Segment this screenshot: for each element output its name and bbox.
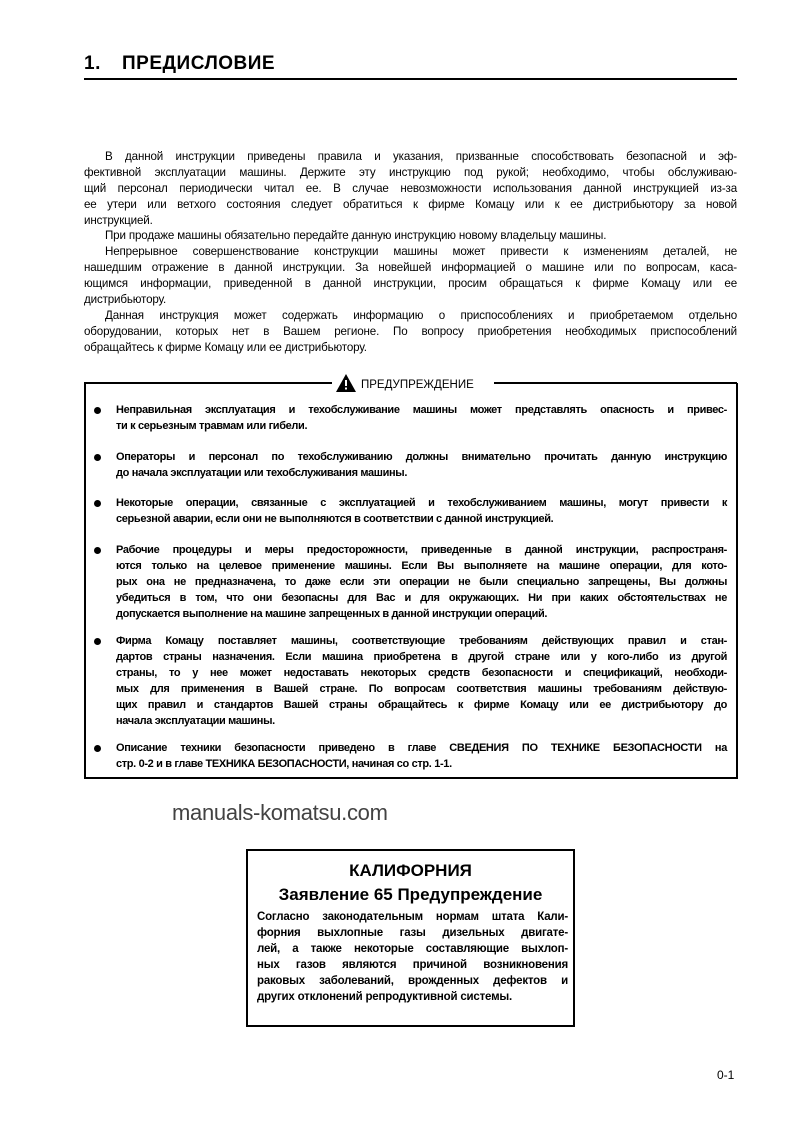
warning-line: Некоторые операции, связанные с эксплуатацией и техобслуживанием машины, могут привести к xyxy=(116,497,727,509)
warning-line: допускается выполнение на машине запрещенных в данной инструкции операций. xyxy=(116,608,548,620)
warning-line: щих правил и стандартов Вашей страны обращайтесь к фирме Комацу или ее дистрибьютору до xyxy=(116,699,727,711)
text-line: При продаже машины обязательно передайте данную инструкцию новому владельцу машины. xyxy=(105,229,607,242)
page-title xyxy=(84,53,275,75)
warning-line: ются только на целевое применение машины. Если Вы выполняете на машине операции, для кото- xyxy=(116,560,727,572)
warning-line: Фирма Комацу поставляет машины, соответствующие требованиям действующих правил и стан- xyxy=(116,635,727,647)
california-line: других отклонений репродуктивной системы. xyxy=(257,991,513,1003)
text-line: Данная инструкция может содержать информацию о приспособлениях и приобретаемом отдельно xyxy=(105,309,737,322)
warning-line: рых она не предназначена, то даже если эти операции не были специально запрещены, Вы должны xyxy=(116,576,727,588)
warning-line: Рабочие процедуры и меры предосторожности, приведенные в данной инструкции, распространя- xyxy=(116,544,727,556)
bullet-icon xyxy=(94,547,101,554)
warning-header xyxy=(336,374,474,395)
california-title: КАЛИФОРНИЯ xyxy=(349,861,472,880)
california-line: Согласно законодательным нормам штата Кали- xyxy=(257,911,568,923)
warning-border xyxy=(84,382,332,384)
bullet-icon xyxy=(94,407,101,414)
section-number: 1. xyxy=(84,53,101,74)
section-title: ПРЕДИСЛОВИЕ xyxy=(122,53,276,74)
california-subtitle: Заявление 65 Предупреждение xyxy=(278,885,543,904)
warning-triangle-icon xyxy=(336,374,356,395)
warning-line: Неправильная эксплуатация и техобслуживание машины может представлять опасность и привес- xyxy=(116,404,727,416)
california-line: лей, а также некоторые составляющие выхлоп- xyxy=(257,943,568,955)
text-line: дистрибьютору. xyxy=(84,293,167,306)
california-line: форния выхлопные газы дизельных двигате- xyxy=(257,927,568,939)
text-line: ющимся информации, приведенной в данной инструкции, просим обращаться к фирме Комацу или ее xyxy=(84,277,737,290)
text-line: щий персонал периодически читал ее. В случае невозможности использования данной инструкцией из-за xyxy=(84,182,737,195)
warning-line: мых для применения в Вашей стране. По вопросам соответствия машины требованиям действую- xyxy=(116,683,727,695)
warning-line: дартов страны назначения. Если машина приобретена в другой стране или у кого-либо из другой xyxy=(116,651,727,663)
text-line: В данной инструкции приведены правила и указания, призванные способствовать безопасной и эф- xyxy=(105,150,737,163)
warning-line: убедиться в том, что они безопасны для Вас и для окружающих. Ни при каких обстоятельствах не xyxy=(116,592,727,604)
page-number: 0-1 xyxy=(717,1068,735,1082)
title-rule xyxy=(84,78,737,80)
bullet-icon xyxy=(94,745,101,752)
warning-label: ПРЕДУПРЕЖДЕНИЕ xyxy=(361,378,474,391)
text-line: оборудовании, которых нет в Вашем регионе. По вопросу приобретения необходимых приспособлений xyxy=(84,325,737,338)
warning-line: страны, то у нее может недоставать некоторых средств безопасности и спецификаций, необходи- xyxy=(116,667,727,679)
bullet-icon xyxy=(94,638,101,645)
bullet-icon xyxy=(94,500,101,507)
california-line: ных газов являются причиной возникновения xyxy=(257,959,568,971)
warning-border xyxy=(494,382,737,384)
warning-line: стр. 0-2 и в главе ТЕХНИКА БЕЗОПАСНОСТИ, начиная со стр. 1-1. xyxy=(116,758,452,770)
warning-line: начала эксплуатации машины. xyxy=(116,715,275,727)
warning-line: серьезной аварии, если они не выполняются в соответствии с данной инструкцией. xyxy=(116,513,554,525)
text-line: обращайтесь к фирме Комацу или ее дистрибьютору. xyxy=(84,341,367,354)
text-line: инструкцией. xyxy=(84,214,153,227)
warning-line: до начала эксплуатации или техобслуживания машины. xyxy=(116,467,408,479)
bullet-icon xyxy=(94,454,101,461)
text-line: фективной эксплуатации машины. Держите эту инструкцию под рукой; необходимо, чтобы обслуживаю- xyxy=(84,166,737,179)
watermark: manuals-komatsu.com xyxy=(172,800,388,825)
text-line: Непрерывное совершенствование конструкции машины может привести к изменениям деталей, не xyxy=(105,245,737,258)
text-line: нашедшим отражение в данной инструкции. За новейшей информацией о машине или по вопросам, каса- xyxy=(84,261,737,274)
warning-line: ти к серьезным травмам или гибели. xyxy=(116,420,308,432)
warning-line: Операторы и персонал по техобслуживанию должны внимательно прочитать данную инструкцию xyxy=(116,451,727,463)
text-line: ее утери или ветхого состояния следует обратиться к фирме Комацу или к ее дистрибьютору за новой xyxy=(84,198,737,211)
california-line: раковых заболеваний, врожденных дефектов и xyxy=(257,975,568,987)
warning-line: Описание техники безопасности приведено в главе СВЕДЕНИЯ ПО ТЕХНИКЕ БЕЗОПАСНОСТИ на xyxy=(116,742,727,754)
